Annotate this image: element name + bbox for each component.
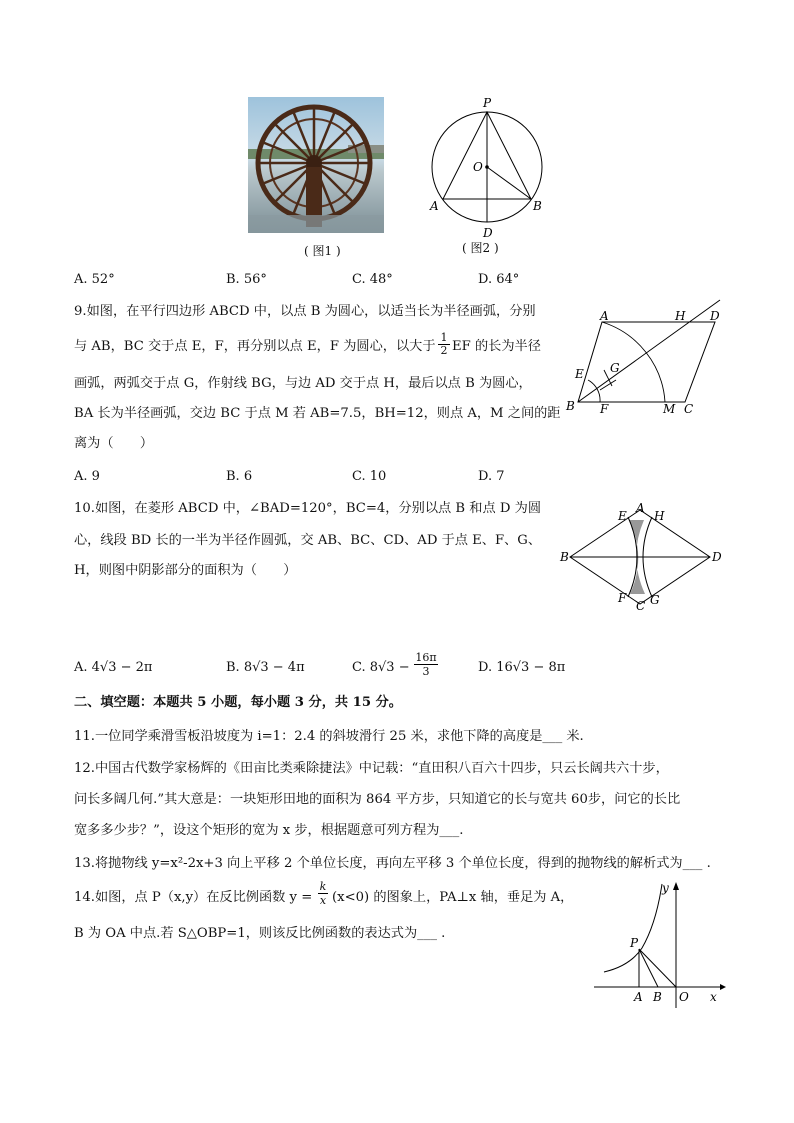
q10-option-a[interactable]: A. 4√3 − 2π [74, 660, 153, 675]
label-B: B [566, 399, 575, 413]
water-wheel-photo [248, 97, 384, 233]
q10-line-3: H，则图中阴影部分的面积为（ ） [74, 563, 297, 578]
q12-line-3: 宽多多少步？”，设这个矩形的宽为 x 步，根据题意可列方程为___. [74, 823, 464, 838]
q11-text: 11.一位同学乘滑雪板沿坡度为 i=1：2.4 的斜坡滑行 25 米，求他下降的高度是___ 米. [74, 729, 584, 744]
figure-1-caption: ( 图1 ) [304, 244, 341, 258]
q9-line-3: 画弧，两弧交于点 G，作射线 BG，与边 AD 交于点 H，最后以点 B 为圆心， [74, 376, 532, 391]
q10-option-c-fraction: 16π 3 [415, 651, 437, 678]
q14-fraction-k-over-x: k x [319, 880, 327, 907]
label-B: B [533, 199, 542, 213]
label-F: F [618, 591, 627, 605]
q8-option-a[interactable]: A. 52° [74, 272, 115, 287]
q14-hyperbola-diagram [590, 880, 726, 1010]
q9-line-4: BA 长为半径画弧，交边 BC 于点 M 若 AB=7.5，BH=12，则点 A，M 之间的距 [74, 406, 561, 421]
q14-line-1b: (x<0) 的图象上，PA⊥x 轴，垂足为 A， [332, 890, 574, 905]
q10-option-c[interactable]: C. 8√3 − [352, 660, 410, 675]
q8-option-d[interactable]: D. 64° [478, 272, 520, 287]
label-D: D [712, 550, 722, 564]
label-C: C [636, 599, 646, 613]
label-A: A [634, 990, 643, 1004]
label-F: F [600, 402, 609, 416]
section-2-heading: 二、填空题：本题共 5 小题，每小题 3 分，共 15 分。 [74, 695, 402, 710]
label-D: D [710, 309, 720, 323]
label-A: A [636, 501, 645, 515]
label-x: x [710, 990, 717, 1004]
q10-line-1: 10.如图，在菱形 ABCD 中，∠BAD=120°，BC=4，分别以点 B 和点 D 为圆 [74, 501, 542, 516]
label-A: A [430, 199, 439, 213]
label-G: G [650, 593, 660, 607]
label-G: G [610, 361, 620, 375]
q9-option-c[interactable]: C. 10 [352, 469, 387, 484]
label-H: H [675, 309, 686, 323]
q9-parallelogram-diagram [560, 298, 730, 420]
q10-rhombus-diagram [558, 500, 728, 614]
label-E: E [618, 509, 627, 523]
figure-2-circle-diagram [420, 94, 560, 242]
q9-line-2a: 与 AB，BC 交于点 E，F，再分别以点 E，F 为圆心，以大于 [74, 339, 436, 354]
q10-option-b[interactable]: B. 8√3 − 4π [226, 660, 305, 675]
label-O: O [679, 990, 689, 1004]
figure-2-caption: ( 图2 ) [462, 241, 499, 255]
q9-line-2b: EF 的长为半径 [452, 339, 541, 354]
q9-line-5: 离为（ ） [74, 436, 154, 451]
q12-line-2: 问长多阔几何.”其大意是：一块矩形田地的面积为 864 平方步，只知道它的长与宽共 60步，问它的长比 [74, 792, 681, 807]
label-E: E [575, 367, 584, 381]
q9-option-b[interactable]: B. 6 [226, 469, 253, 484]
q8-option-b[interactable]: B. 56° [226, 272, 267, 287]
q13-text: 13.将抛物线 y=x²-2x+3 向上平移 2 个单位长度，再向左平移 3 个单位长度，得到的抛物线的解析式为___ . [74, 856, 711, 871]
label-P: P [630, 936, 639, 950]
q10-line-2: 心，线段 BD 长的一半为半径作圆弧，交 AB、BC、CD、AD 于点 E、F、G、 [74, 533, 542, 548]
q9-option-d[interactable]: D. 7 [478, 469, 505, 484]
q9-option-a[interactable]: A. 9 [74, 469, 100, 484]
q10-option-d[interactable]: D. 16√3 − 8π [478, 660, 566, 675]
label-y: y [662, 881, 669, 895]
q8-option-c[interactable]: C. 48° [352, 272, 393, 287]
q9-fraction-half: 1 2 [438, 332, 450, 357]
label-H: H [654, 509, 665, 523]
q9-line-1: 9.如图，在平行四边形 ABCD 中，以点 B 为圆心，以适当长为半径画弧，分别 [74, 304, 536, 319]
label-P: P [483, 96, 492, 110]
label-D: D [483, 226, 493, 240]
q14-line-2: B 为 OA 中点.若 S△OBP=1，则该反比例函数的表达式为___ . [74, 926, 446, 941]
label-B: B [560, 550, 569, 564]
q14-line-1a: 14.如图，点 P（x,y）在反比例函数 y = [74, 890, 313, 905]
label-C: C [684, 402, 694, 416]
label-M: M [663, 402, 676, 416]
label-B: B [653, 990, 662, 1004]
label-A: A [600, 309, 609, 323]
label-O: O [473, 160, 483, 174]
q12-line-1: 12.中国古代数学家杨辉的《田亩比类乘除捷法》中记载：“直田积八百六十四步，只云长阔共六十步， [74, 761, 669, 776]
